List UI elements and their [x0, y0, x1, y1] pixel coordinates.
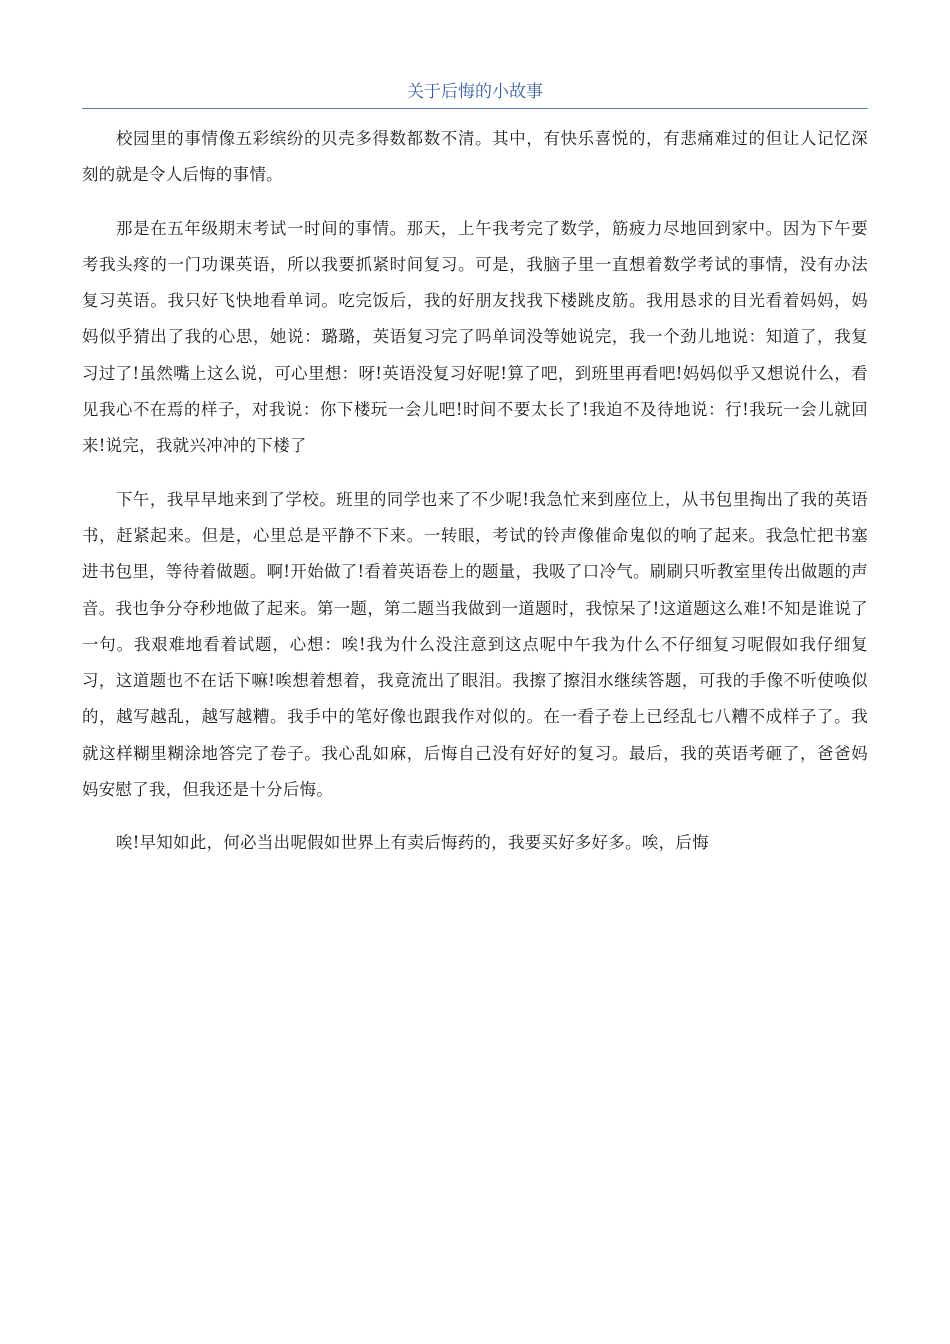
document-body	[82, 121, 868, 862]
document-header-title: 关于后悔的小故事	[82, 78, 868, 109]
paragraph-1: 校园里的事情像五彩缤纷的贝壳多得数都数不清。其中，有快乐喜悦的，有悲痛难过的但让人记忆深刻的就是令人后悔的事情。	[82, 129, 868, 185]
document-page	[82, 78, 868, 879]
paragraph-3: 下午，我早早地来到了学校。班里的同学也来了不少呢!我急忙来到座位上，从书包里掏出了我的英语书，赶紧起来。但是，心里总是平静不下来。一转眼，考试的铃声像催命鬼似的响了起来。我急忙把书塞进书包里，等待着做题。啊!开始做了!看着英语卷上的题量，我吸了口冷气。刷刷只听教室里传出做题的声音。我也争分夺秒地做了起来。第一题，第二题当我做到一道题时，我惊呆了!这道题这么难!不知是谁说了一句。我艰难地看着试题，心想：唉!我为什么没注意到这点呢中午我为什么不仔细复习呢假如我仔细复习，这道题也不在话下嘛!唉想着想着，我竟流出了眼泪。我擦了擦泪水继续答题，可我的手像不听使唤似的，越写越乱，越写越糟。我手中的笔好像也跟我作对似的。在一看子卷上已经乱七八糟不成样子了。我就这样糊里糊涂地答完了卷子。我心乱如麻，后悔自己没有好好的复习。最后，我的英语考砸了，爸爸妈妈安慰了我，但我还是十分后悔。	[82, 489, 868, 800]
paragraph-2: 那是在五年级期末考试一时间的事情。那天，上午我考完了数学，筋疲力尽地回到家中。因为下午要考我头疼的一门功课英语，所以我要抓紧时间复习。可是，我脑子里一直想着数学考试的事情，没有办法复习英语。我只好飞快地看单词。吃完饭后，我的好朋友找我下楼跳皮筋。我用恳求的目光看着妈妈，妈妈似乎猜出了我的心思，她说：璐璐，英语复习完了吗单词没等她说完，我一个劲儿地说：知道了，我复习过了!虽然嘴上这么说，可心里想：呀!英语没复习好呢!算了吧，到班里再看吧!妈妈似乎又想说什么，看见我心不在焉的样子，对我说：你下楼玩一会儿吧!时间不要太长了!我迫不及待地说：行!我玩一会儿就回来!说完，我就兴冲冲的下楼了	[82, 218, 868, 456]
paragraph-4: 唉!早知如此，何必当出呢假如世界上有卖后悔药的，我要买好多好多。唉，后悔	[116, 833, 709, 853]
